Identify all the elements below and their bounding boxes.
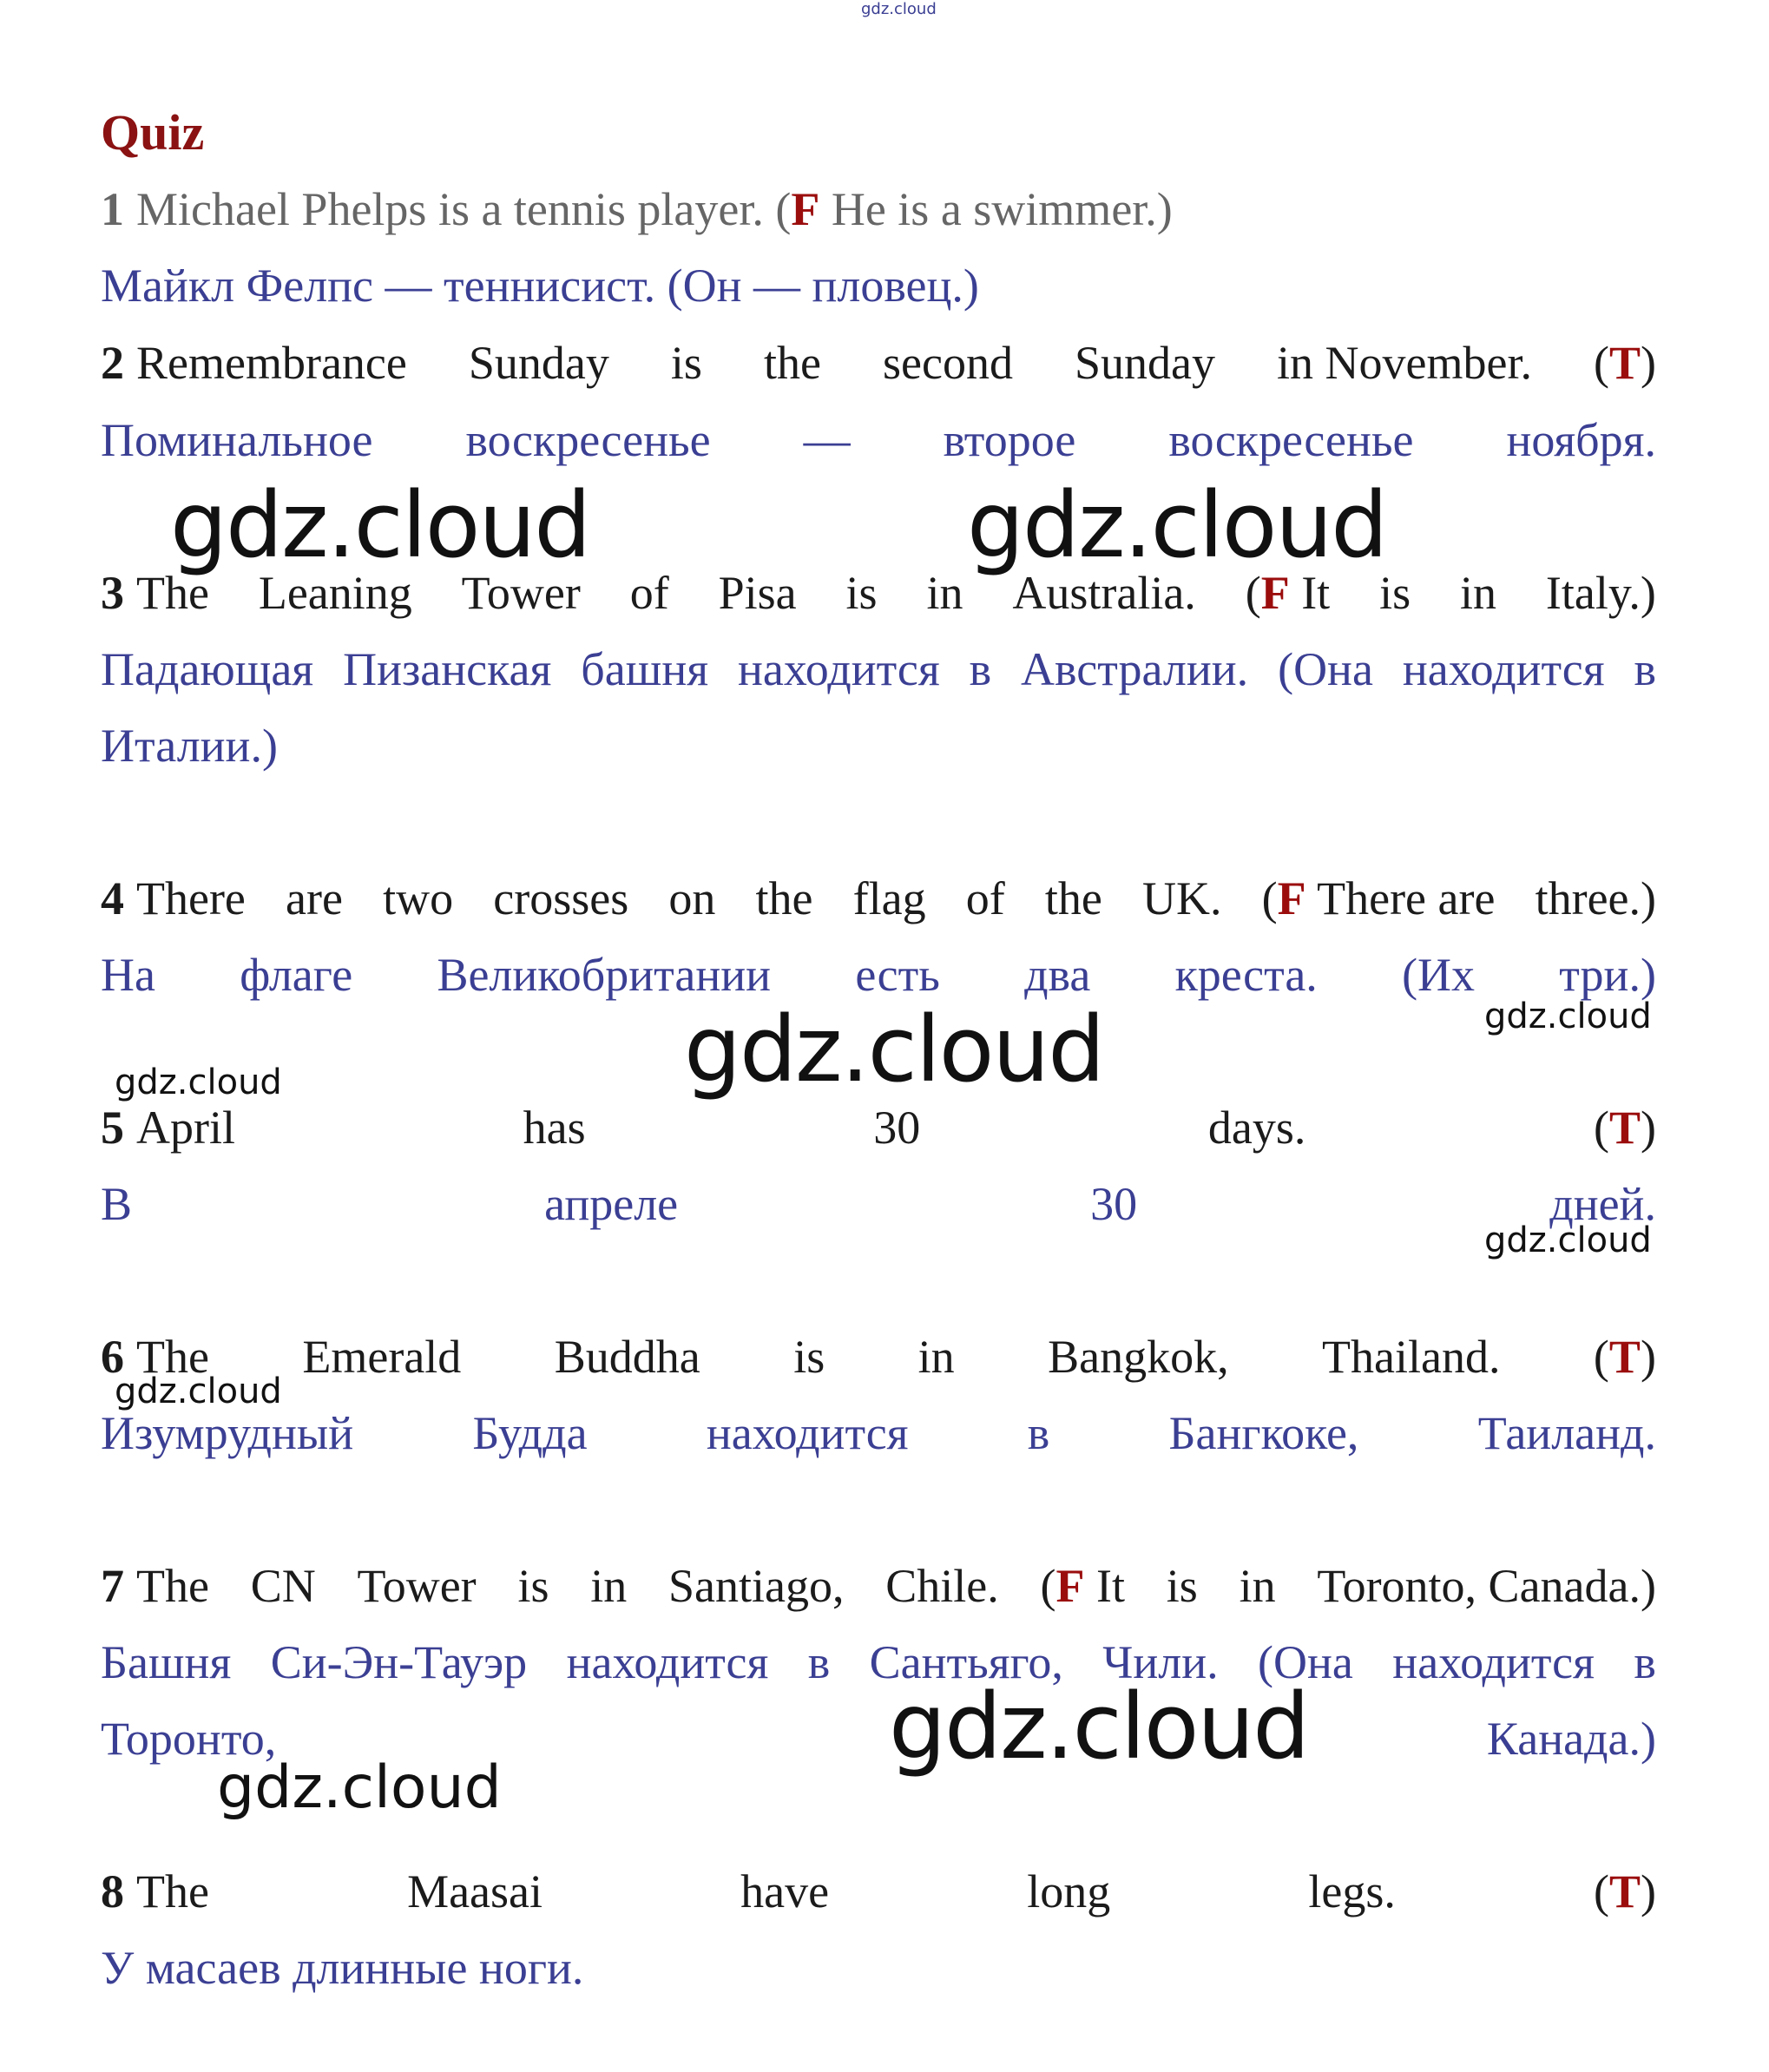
- item-2-english: [101, 332, 1656, 393]
- item-number: 8: [101, 1865, 124, 1917]
- word: two: [383, 872, 454, 924]
- word: Поминальное: [101, 414, 373, 466]
- word: the: [763, 337, 821, 389]
- word: are: [286, 872, 343, 924]
- item-8-english: [101, 1861, 1656, 1922]
- item-text: He is a swimmer.): [819, 183, 1173, 235]
- answer-mark: (F It: [1040, 1560, 1126, 1612]
- word: два: [1024, 949, 1091, 1001]
- item-6-russian: [101, 1403, 1656, 1464]
- word: long: [1027, 1865, 1111, 1917]
- answer-mark: (T): [1593, 1331, 1656, 1383]
- word: has: [523, 1102, 586, 1154]
- answer-mark: (F There are: [1261, 872, 1496, 924]
- word: Бангкоке,: [1168, 1407, 1359, 1459]
- item-3-russian: [101, 639, 1656, 700]
- item-number: 7: [101, 1560, 124, 1612]
- item-7-english: [101, 1556, 1656, 1616]
- word: April: [136, 1102, 235, 1154]
- word: находится: [706, 1407, 909, 1459]
- word: 30: [1090, 1178, 1138, 1230]
- answer-mark: F: [791, 183, 820, 235]
- word: in: [590, 1560, 628, 1612]
- word: days.: [1207, 1102, 1306, 1154]
- word: legs.: [1308, 1865, 1396, 1917]
- word: There: [136, 872, 246, 924]
- watermark-small: gdz.cloud: [115, 1371, 282, 1411]
- word: flag: [852, 872, 926, 924]
- word: in: [917, 1331, 955, 1383]
- word: Tower: [461, 567, 581, 619]
- word: in: [1239, 1560, 1276, 1612]
- word: Thailand.: [1322, 1331, 1501, 1383]
- word: Buddha: [554, 1331, 700, 1383]
- word: Изумрудный: [101, 1407, 354, 1459]
- word: CN: [250, 1560, 316, 1612]
- word: воскресенье: [1168, 414, 1414, 466]
- item-number: 2: [101, 337, 124, 389]
- word: креста.: [1174, 949, 1318, 1001]
- word: Tower: [357, 1560, 477, 1612]
- word: ноября.: [1506, 414, 1656, 466]
- word: The: [136, 1331, 209, 1383]
- word: второе: [943, 414, 1076, 466]
- watermark: gdz.cloud: [967, 472, 1387, 578]
- word: Таиланд.: [1477, 1407, 1656, 1459]
- word: в: [807, 1636, 831, 1688]
- word: Maasai: [407, 1865, 543, 1917]
- word: Чили.: [1102, 1636, 1219, 1688]
- word: in: [926, 567, 963, 619]
- word: (Их: [1402, 949, 1476, 1001]
- item-1-english: [101, 179, 1656, 240]
- word: в: [1634, 1636, 1656, 1688]
- watermark-medium: gdz.cloud: [217, 1753, 502, 1822]
- word: Башня: [101, 1636, 232, 1688]
- word: В: [101, 1178, 133, 1230]
- watermark-small: gdz.cloud: [1484, 1220, 1652, 1260]
- word: находится: [566, 1636, 769, 1688]
- word: UK.: [1141, 872, 1222, 924]
- word: is: [670, 337, 702, 389]
- page-title: Quiz: [101, 104, 205, 161]
- word: Toronto, Canada.): [1317, 1560, 1656, 1612]
- word: флаге: [240, 949, 353, 1001]
- word: Bangkok,: [1048, 1331, 1229, 1383]
- translation-text: Италии.): [101, 720, 278, 772]
- word: три.): [1559, 949, 1656, 1001]
- word: of: [629, 567, 669, 619]
- word: is: [1166, 1560, 1198, 1612]
- answer-mark: (F It: [1245, 567, 1331, 619]
- word: is: [1379, 567, 1411, 619]
- word: Chile.: [885, 1560, 999, 1612]
- answer-mark: (T): [1593, 1865, 1656, 1917]
- word: Pisa: [718, 567, 797, 619]
- word: is: [845, 567, 878, 619]
- item-number: 3: [101, 567, 124, 619]
- answer-mark: (T): [1594, 337, 1656, 389]
- word: second: [883, 337, 1013, 389]
- item-5-english: [101, 1097, 1656, 1158]
- item-6-english: [101, 1326, 1656, 1387]
- word: is: [793, 1331, 825, 1383]
- word: the: [755, 872, 813, 924]
- word: The: [136, 1865, 209, 1917]
- word: The: [136, 567, 209, 619]
- word: Remembrance: [136, 337, 407, 389]
- word: crosses: [493, 872, 629, 924]
- word: в: [1027, 1407, 1050, 1459]
- word: Си-Эн-Тауэр: [270, 1636, 528, 1688]
- word: Leaning: [258, 567, 412, 619]
- word: —: [803, 414, 851, 466]
- translation-text: У масаев длинные ноги.: [101, 1942, 584, 1994]
- word: воскресенье: [465, 414, 711, 466]
- word: Sunday: [468, 337, 609, 389]
- translation-text: Майкл Фелпс — теннисист. (Он — пловец.): [101, 260, 979, 312]
- item-5-russian: [101, 1174, 1656, 1234]
- word: Будда: [472, 1407, 588, 1459]
- item-number: 6: [101, 1331, 124, 1383]
- item-2-russian: [101, 410, 1656, 470]
- item-text: Michael Phelps is a tennis player. (: [136, 183, 792, 235]
- item-number: 1: [101, 183, 124, 235]
- word: Канада.): [1486, 1713, 1656, 1765]
- translation-text: Падающая Пизанская башня находится в Австралии. (Она находится в: [101, 643, 1656, 695]
- item-7-russian: [101, 1632, 1656, 1693]
- word: have: [740, 1865, 830, 1917]
- word: дней.: [1549, 1178, 1656, 1230]
- word: is: [517, 1560, 549, 1612]
- item-4-english: [101, 868, 1656, 929]
- word: The: [136, 1560, 209, 1612]
- word: Santiago,: [668, 1560, 845, 1612]
- watermark: gdz.cloud: [170, 472, 590, 578]
- word: Emerald: [302, 1331, 462, 1383]
- word: находится: [1392, 1636, 1595, 1688]
- word: Сантьяго,: [869, 1636, 1063, 1688]
- answer-mark: (T): [1593, 1102, 1656, 1154]
- word: Italy.): [1545, 567, 1656, 619]
- word: in: [1460, 567, 1497, 619]
- item-3-russian-cont: [101, 715, 1656, 776]
- watermark: gdz.cloud: [684, 997, 1104, 1102]
- word: есть: [855, 949, 940, 1001]
- word: апреле: [544, 1178, 679, 1230]
- word: of: [965, 872, 1005, 924]
- watermark-small: gdz.cloud: [115, 1062, 282, 1102]
- word: Торонто,: [101, 1713, 277, 1765]
- item-number: 4: [101, 872, 124, 924]
- watermark: gdz.cloud: [889, 1674, 1309, 1779]
- word: the: [1044, 872, 1102, 924]
- watermark-small: gdz.cloud: [1484, 997, 1652, 1036]
- header-watermark: gdz.cloud: [861, 0, 937, 18]
- item-1-russian: [101, 255, 1656, 316]
- word: Australia.: [1012, 567, 1196, 619]
- word: Sunday: [1074, 337, 1215, 389]
- word: На: [101, 949, 155, 1001]
- word: on: [668, 872, 716, 924]
- word: (Она: [1258, 1636, 1353, 1688]
- word: in November.: [1277, 337, 1532, 389]
- word: 30: [873, 1102, 921, 1154]
- item-8-russian: [101, 1937, 1656, 1998]
- word: three.): [1535, 872, 1656, 924]
- item-number: 5: [101, 1102, 124, 1154]
- word: Великобритании: [437, 949, 772, 1001]
